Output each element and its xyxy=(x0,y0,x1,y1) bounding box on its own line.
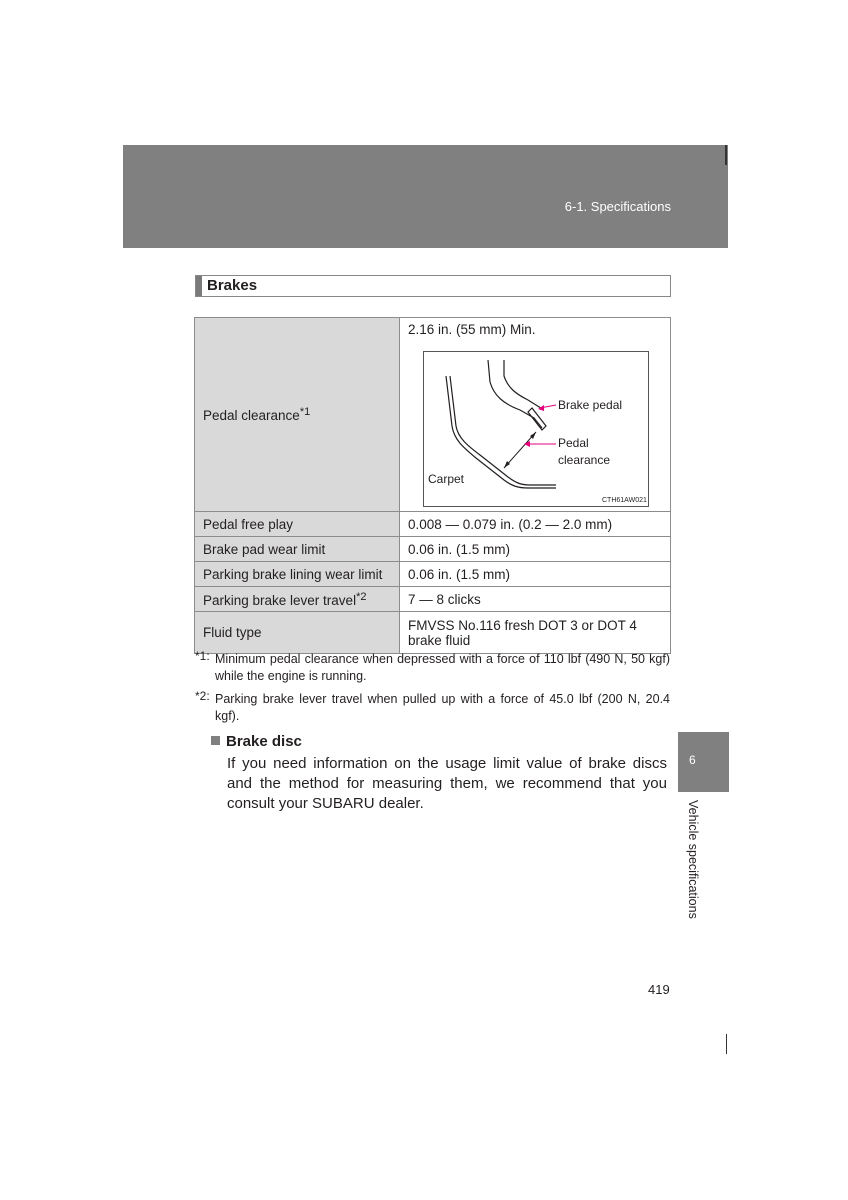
table-row xyxy=(195,537,671,562)
table-row xyxy=(195,612,671,654)
row-value: 0.008 — 0.079 in. (0.2 — 2.0 mm) xyxy=(400,512,671,537)
footnote-mark: *2: xyxy=(195,689,210,703)
brake-spec-table xyxy=(194,317,671,654)
row-label: Pedal free play xyxy=(195,512,400,537)
row-label: Parking brake lining wear limit xyxy=(195,562,400,587)
chapter-tab-label: Vehicle specifications xyxy=(686,800,700,919)
label-carpet: Carpet xyxy=(428,472,465,486)
square-bullet-icon xyxy=(211,736,220,745)
header-band xyxy=(123,145,728,248)
row-value: FMVSS No.116 fresh DOT 3 or DOT 4 brake fluid xyxy=(400,612,671,654)
page-number: 419 xyxy=(648,982,670,997)
row-value: 7 — 8 clicks xyxy=(400,587,671,612)
row-label: Fluid type xyxy=(195,612,400,654)
section-title: Brakes xyxy=(207,277,258,294)
section-title-bar xyxy=(196,276,202,296)
row-value: 0.06 in. (1.5 mm) xyxy=(400,562,671,587)
footnote-ref: *2 xyxy=(356,590,367,603)
pedal-diagram-svg xyxy=(424,352,648,506)
footnote-mark: *1: xyxy=(195,649,210,663)
label-clearance: clearance xyxy=(558,453,611,467)
footnote-text: Parking brake lever travel when pulled up with a force of 45.0 lbf (200 N, 20.4 kgf). xyxy=(215,692,670,723)
footnote-1 xyxy=(195,651,670,685)
chapter-number: 6 xyxy=(689,753,696,767)
label-pedal: Pedal xyxy=(558,436,589,450)
row-value: 2.16 in. (55 mm) Min. Brake pedal Pedal clearance Carpet CTH61AW021 xyxy=(400,318,671,512)
footer-crop-mark xyxy=(726,1034,727,1054)
row-label: Pedal clearance$^{*1}$ xyxy=(195,318,400,512)
chapter-tab xyxy=(678,732,729,792)
row-label: Parking brake lever travel$^{*2}$ xyxy=(195,587,400,612)
table-row xyxy=(195,512,671,537)
subsection-body: If you need information on the usage limit value of brake discs and the method for measuring them, we recommend that you consult your SUBARU dealer. xyxy=(227,755,667,812)
label-brake-pedal: Brake pedal xyxy=(558,398,623,412)
chapter-title: 6-1. Specifications xyxy=(564,199,671,214)
row-label: Brake pad wear limit xyxy=(195,537,400,562)
pedal-clearance-diagram xyxy=(423,351,649,507)
footnote-ref: *1 xyxy=(299,406,311,418)
table-row xyxy=(195,318,671,512)
subsection-heading: Brake disc xyxy=(211,733,302,750)
header-crop-mark xyxy=(725,145,727,165)
table-row xyxy=(195,587,671,612)
section-title-box xyxy=(195,275,671,297)
table-row xyxy=(195,562,671,587)
footnote-text: Minimum pedal clearance when depressed with a force of 110 lbf (490 N, 50 kgf) while the engine is running. xyxy=(215,652,670,683)
footnote-2 xyxy=(195,691,670,725)
row-value: 0.06 in. (1.5 mm) xyxy=(400,537,671,562)
figure-code: CTH61AW021 xyxy=(602,497,647,504)
